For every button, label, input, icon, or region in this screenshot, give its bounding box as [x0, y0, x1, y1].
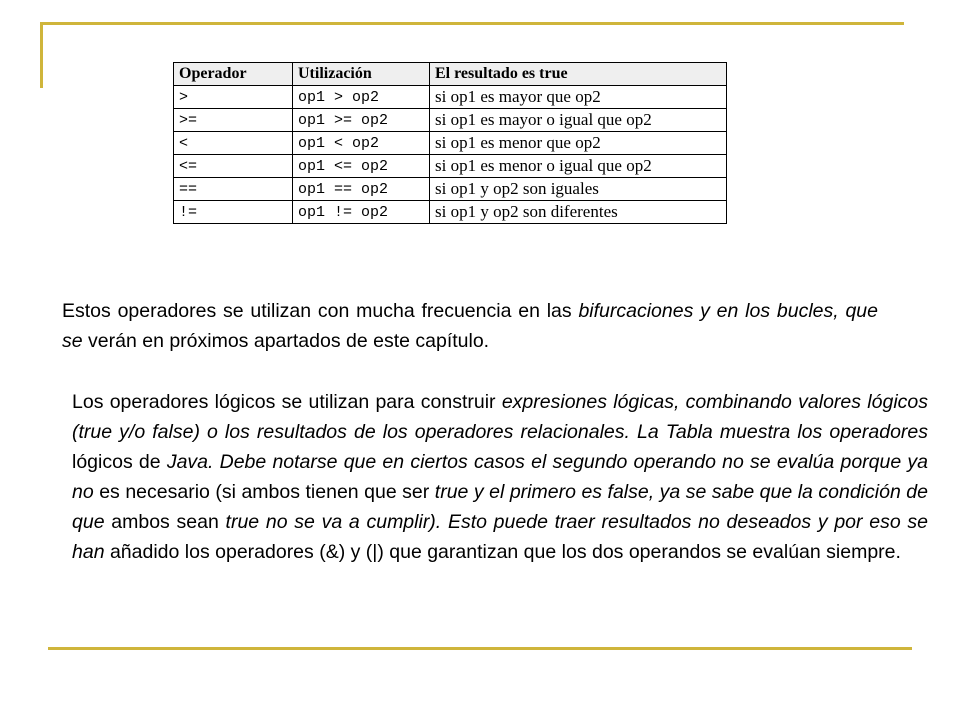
cell-operator: == [174, 178, 293, 201]
paragraph-text: Estos operadores se utilizan con mucha frecuencia en las [62, 300, 579, 322]
cell-usage: op1 == op2 [293, 178, 430, 201]
paragraph-text: añadido los operadores (&) y (|) que garantizan que los dos operandos se evalúan siempre. [104, 541, 901, 563]
cell-usage: op1 != op2 [293, 201, 430, 224]
paragraph-italic-text: true no se va a cumplir). Esto puede traer resultados no deseados y por eso se han [72, 511, 928, 563]
relational-operators-table [173, 62, 727, 224]
paragraph-italic-text: bifurcaciones y en los bucles, que se [62, 300, 879, 352]
cell-operator: != [174, 201, 293, 224]
table-row [174, 86, 727, 109]
cell-operator: < [174, 132, 293, 155]
paragraph-italic-text: Java. Debe notarse que en ciertos casos el segundo operando no se evalúa porque ya no [72, 451, 928, 503]
cell-result: si op1 es menor que op2 [430, 132, 727, 155]
cell-operator: >= [174, 109, 293, 132]
paragraph-text: Los operadores lógicos se utilizan para construir [72, 391, 502, 413]
cell-result: si op1 y op2 son diferentes [430, 201, 727, 224]
cell-usage: op1 < op2 [293, 132, 430, 155]
cell-result: si op1 es mayor o igual que op2 [430, 109, 727, 132]
table-row [174, 109, 727, 132]
cell-usage: op1 > op2 [293, 86, 430, 109]
cell-operator: > [174, 86, 293, 109]
header-utilizacion: Utilización [293, 63, 430, 86]
paragraph-italic-text: expresiones lógicas, combinando valores lógicos (true y/o false) o los resultados de los operadores relacionales. La Tabla muestra los operadores [72, 391, 928, 443]
cell-result: si op1 es mayor que op2 [430, 86, 727, 109]
paragraph-logical-operators [72, 387, 928, 567]
table-row [174, 132, 727, 155]
table-row [174, 178, 727, 201]
bottom-decorative-rule [48, 647, 912, 650]
left-decorative-rule [40, 22, 43, 88]
cell-usage: op1 <= op2 [293, 155, 430, 178]
paragraph-italic-text: true y el primero es false, ya se sabe que la condición de que [72, 481, 928, 533]
cell-result: si op1 y op2 son iguales [430, 178, 727, 201]
paragraph-text: ambos sean [104, 511, 226, 533]
paragraph-text: es necesario (si ambos tienen que ser [93, 481, 435, 503]
cell-result: si op1 es menor o igual que op2 [430, 155, 727, 178]
cell-operator: <= [174, 155, 293, 178]
header-resultado: El resultado es true [430, 63, 727, 86]
header-operador: Operador [174, 63, 293, 86]
table-row [174, 201, 727, 224]
top-decorative-rule [40, 22, 904, 25]
table-header-row [174, 63, 727, 86]
paragraph-text: lógicos de [72, 451, 167, 473]
paragraph-text: verán en próximos apartados de este capítulo. [82, 330, 490, 352]
table-row [174, 155, 727, 178]
cell-usage: op1 >= op2 [293, 109, 430, 132]
paragraph-usage-note [62, 296, 878, 356]
